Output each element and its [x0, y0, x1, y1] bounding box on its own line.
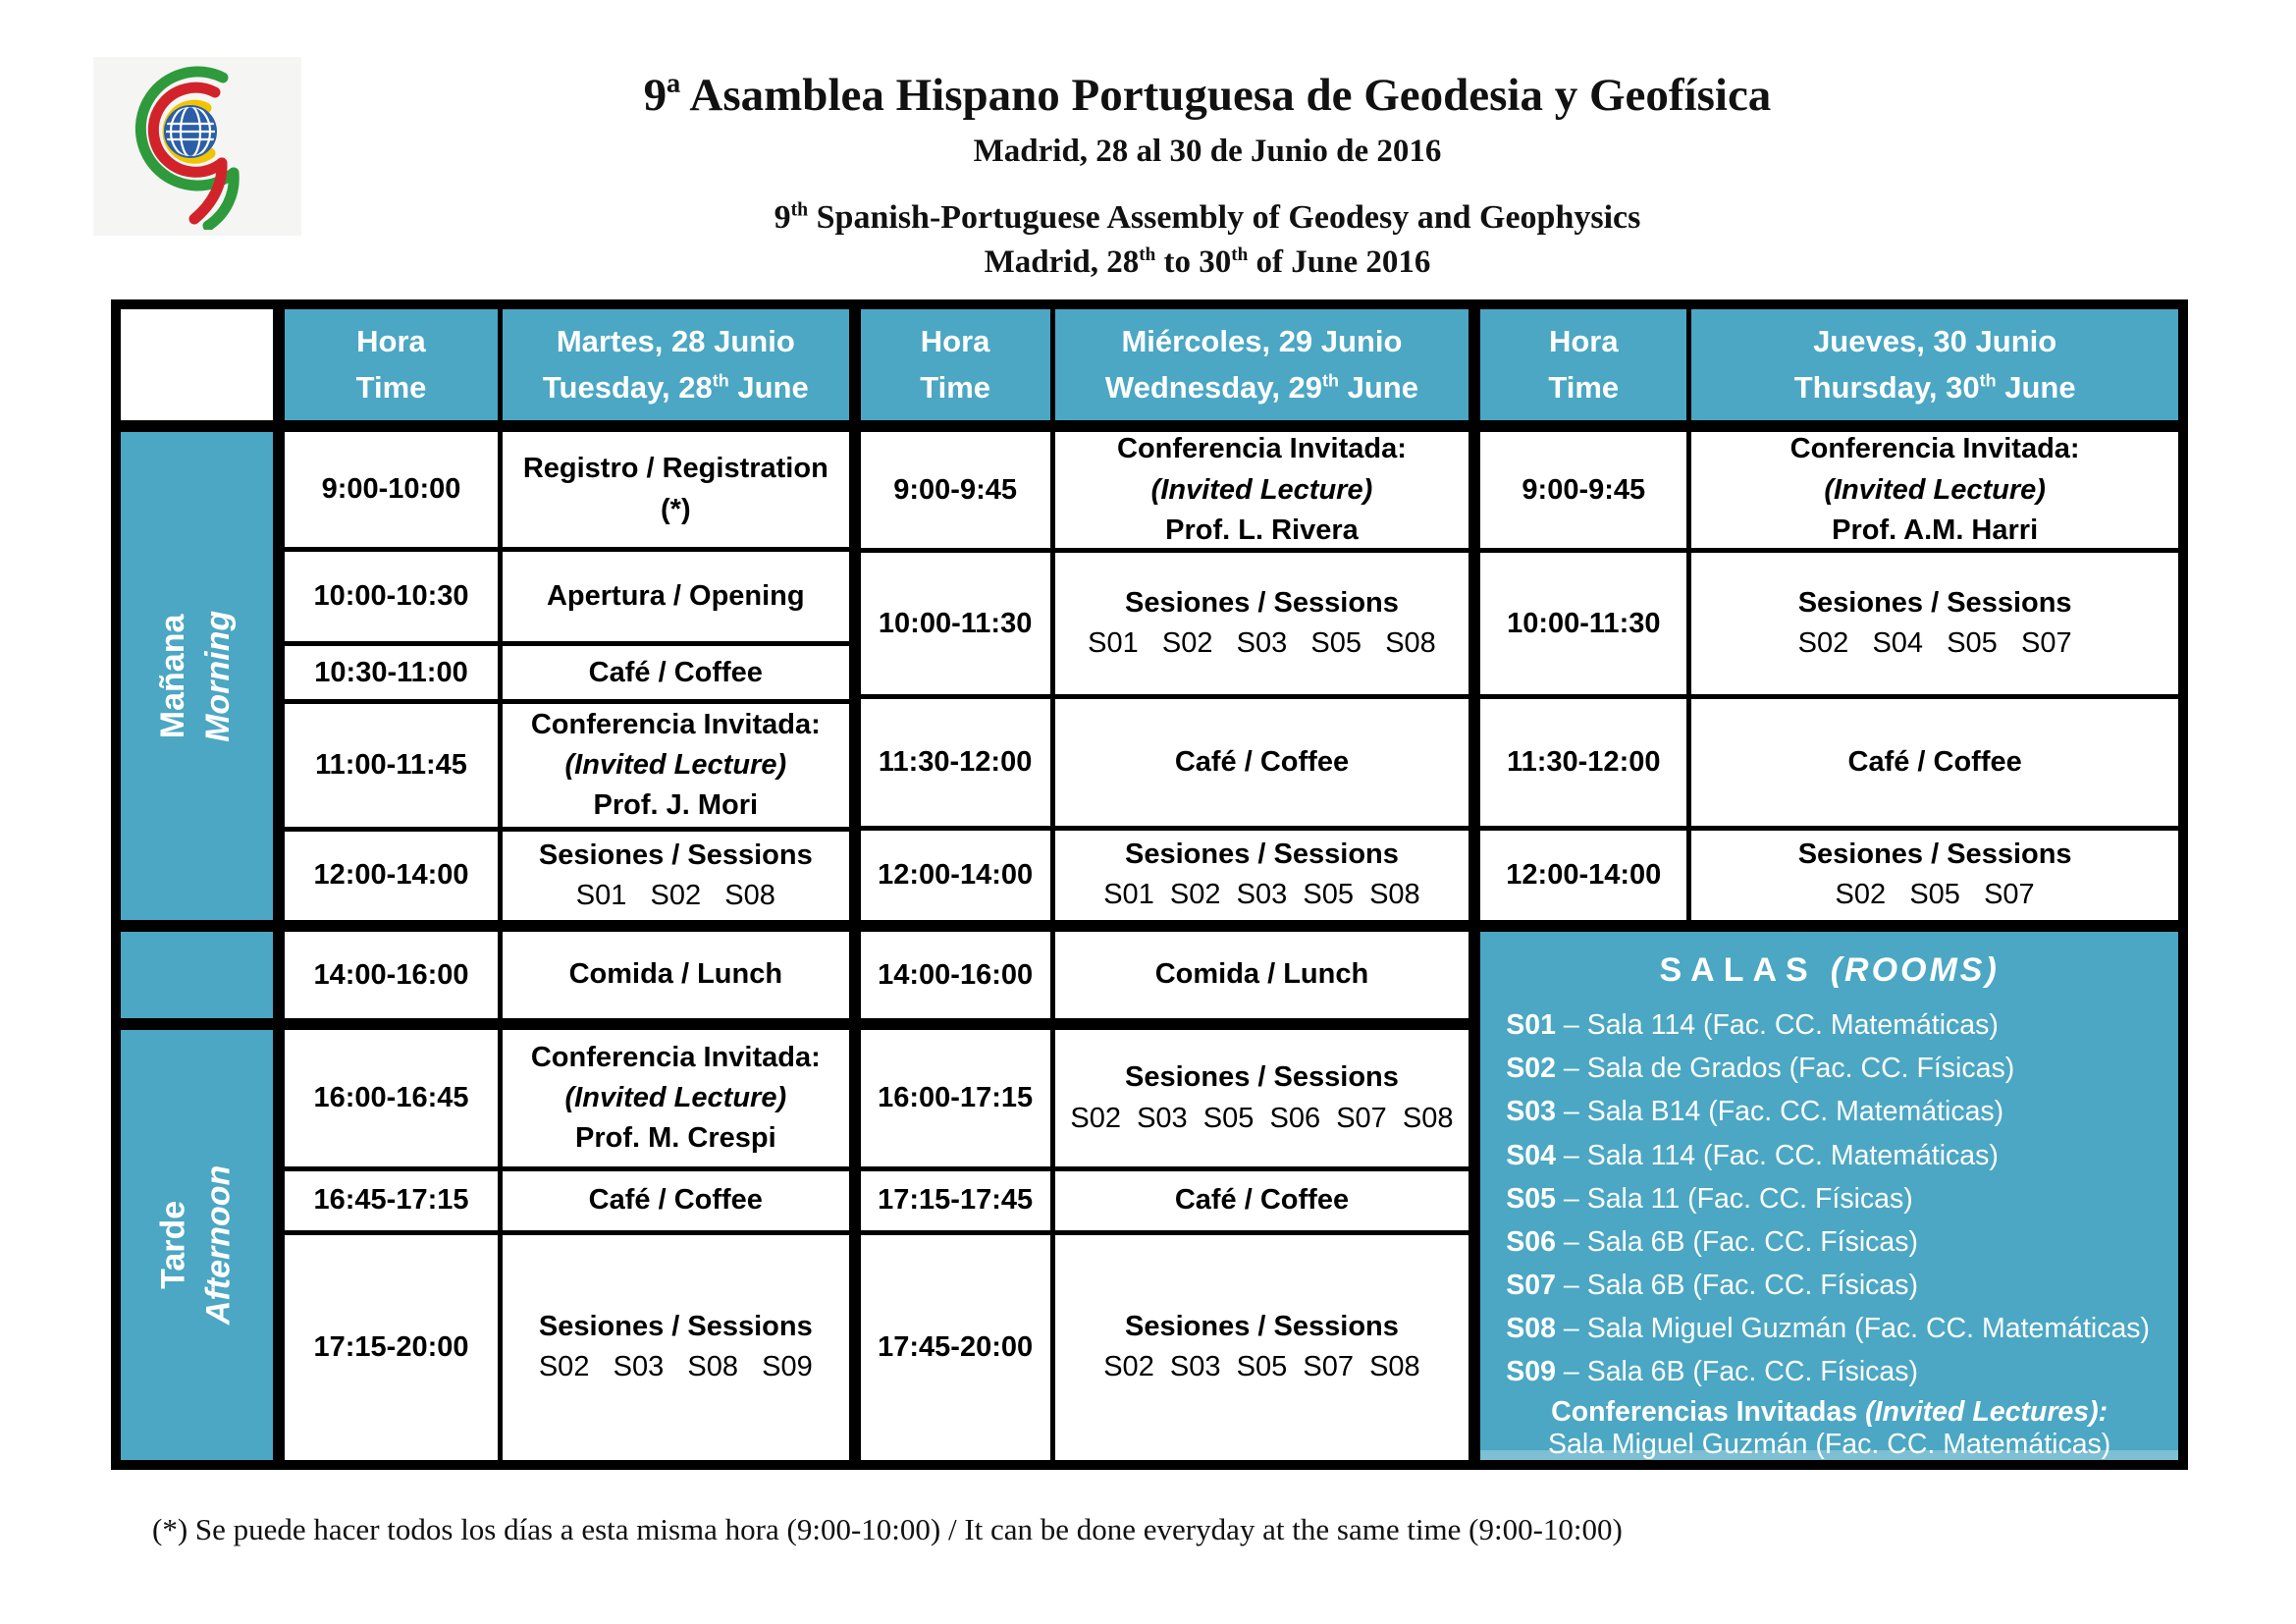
thursday-column-group — [1480, 309, 2178, 1460]
room-list-item: S03 – Sala B14 (Fac. CC. Matemáticas) — [1506, 1096, 2004, 1128]
time-cell: 9:00-9:45 — [1480, 432, 1686, 548]
rooms-panel — [1480, 932, 2178, 1460]
time-cell: 12:00-14:00 — [285, 832, 498, 920]
event-cell: Café / Coffee — [1055, 1171, 1469, 1230]
room-list-item: S01 – Sala 114 (Fac. CC. Matemáticas) — [1506, 1009, 1999, 1041]
table-row — [861, 1030, 1469, 1166]
event-cell: Café / Coffee — [503, 1171, 849, 1230]
wednesday-morning-section — [861, 432, 1469, 920]
hora-time-header: Hora Time — [285, 309, 498, 420]
event-cell: Conferencia Invitada: (Invited Lecture) Prof. J. Mori — [503, 704, 849, 827]
rooms-panel-title: SALAS (ROOMS) — [1659, 951, 2000, 989]
title-english-num: 9 — [774, 199, 791, 236]
time-cell: 11:00-11:45 — [285, 704, 498, 827]
time-cell: 10:30-11:00 — [285, 646, 498, 699]
schedule-table — [111, 299, 2188, 1470]
invited-lectures-room-value: Sala Miguel Guzmán (Fac. CC. Matemáticas) — [1547, 1428, 2111, 1460]
time-cell: 14:00-16:00 — [285, 932, 498, 1018]
room-list-item: S07 – Sala 6B (Fac. CC. Físicas) — [1506, 1270, 1919, 1302]
event-cell: Sesiones / Sessions S02 S03 S05 S07 S08 — [1055, 1235, 1469, 1460]
thursday-day-header: Jueves, 30 Junio Thursday, 30th June — [1691, 309, 2178, 420]
event-cell: Conferencia Invitada: (Invited Lecture) Prof. L. Rivera — [1055, 432, 1469, 548]
afternoon-label-cell — [121, 1030, 273, 1460]
afternoon-label: Tarde Afternoon — [154, 1164, 238, 1326]
event-cell: Registro / Registration (*) — [503, 432, 849, 547]
event-cell: Sesiones / Sessions S01 S02 S03 S05 S08 — [1055, 831, 1469, 920]
room-list-item: S02 – Sala de Grados (Fac. CC. Físicas) — [1506, 1053, 2015, 1085]
table-row — [861, 553, 1469, 694]
wednesday-day-header: Miércoles, 29 Junio Wednesday, 29th June — [1055, 309, 1469, 420]
room-list-item: S09 – Sala 6B (Fac. CC. Físicas) — [1506, 1356, 1919, 1388]
event-cell: Sesiones / Sessions S02 S05 S07 — [1691, 831, 2178, 920]
lunch-sidebar-blank-cell — [121, 932, 273, 1018]
title-english — [167, 199, 2248, 237]
table-row — [285, 932, 849, 1018]
tuesday-afternoon-section — [285, 1030, 849, 1460]
event-cell: Café / Coffee — [503, 646, 849, 699]
time-cell: 9:00-9:45 — [861, 432, 1050, 548]
table-row — [861, 432, 1469, 548]
room-list-item: S04 – Sala 114 (Fac. CC. Matemáticas) — [1506, 1139, 1999, 1171]
subtitle-english: Madrid, 28th to 30th of June 2016 — [984, 244, 1431, 280]
table-row — [1480, 831, 2178, 920]
table-row — [1480, 553, 2178, 694]
morning-label-cell — [121, 432, 273, 920]
event-cell: Sesiones / Sessions S02 S03 S08 S09 — [503, 1235, 849, 1460]
event-cell: Sesiones / Sessions S02 S04 S05 S07 — [1691, 553, 2178, 694]
time-cell: 17:45-20:00 — [861, 1235, 1050, 1460]
thursday-header-row — [1480, 309, 2178, 420]
time-cell: 17:15-20:00 — [285, 1235, 498, 1460]
tuesday-morning-section — [285, 432, 849, 920]
title-spanish: 9ª Asamblea Hispano Portuguesa de Geodesia y Geofísica — [643, 70, 1772, 121]
tuesday-lunch-section — [285, 932, 849, 1018]
table-row — [1480, 699, 2178, 826]
table-row — [285, 1235, 849, 1460]
wednesday-lunch-section — [861, 932, 1469, 1018]
room-list-item: S05 – Sala 11 (Fac. CC. Físicas) — [1506, 1182, 1913, 1215]
time-cell: 16:00-17:15 — [861, 1030, 1050, 1166]
tuesday-column-group — [285, 309, 849, 1460]
room-list-item: S08 – Sala Miguel Guzmán (Fac. CC. Matemáticas) — [1506, 1313, 2151, 1345]
time-cell: 10:00-11:30 — [1480, 553, 1686, 694]
event-cell: Apertura / Opening — [503, 552, 849, 641]
table-row — [861, 1171, 1469, 1230]
time-cell: 16:00-16:45 — [285, 1030, 498, 1166]
event-cell: Conferencia Invitada: (Invited Lecture) Prof. A.M. Harri — [1691, 432, 2178, 548]
event-cell: Café / Coffee — [1055, 699, 1469, 826]
document-header — [167, 69, 2248, 281]
title-english-sup: th — [790, 198, 809, 221]
tuesday-day-header: Martes, 28 Junio Tuesday, 28th June — [503, 309, 849, 420]
table-row — [861, 932, 1469, 1018]
title-english-rest: Spanish-Portuguese Assembly of Geodesy and Geophysics — [808, 199, 1641, 236]
wednesday-afternoon-section — [861, 1030, 1469, 1460]
time-cell: 17:15-17:45 — [861, 1171, 1050, 1230]
time-cell: 12:00-14:00 — [1480, 831, 1686, 920]
hora-time-header: Hora Time — [1480, 309, 1686, 420]
hora-time-header: Hora Time — [861, 309, 1050, 420]
wednesday-column-group — [861, 309, 1469, 1460]
wednesday-header-row — [861, 309, 1469, 420]
thursday-morning-section — [1480, 432, 2178, 920]
table-row — [285, 704, 849, 827]
time-cell: 12:00-14:00 — [861, 831, 1050, 920]
event-cell: Comida / Lunch — [503, 932, 849, 1018]
table-row — [285, 1171, 849, 1230]
event-cell: Sesiones / Sessions S01 S02 S08 — [503, 832, 849, 920]
event-cell: Comida / Lunch — [1055, 932, 1469, 1018]
table-row — [861, 699, 1469, 826]
subtitle-spanish: Madrid, 28 al 30 de Junio de 2016 — [973, 134, 1442, 169]
morning-label: Mañana Morning — [154, 610, 238, 742]
registration-footnote: (*) Se puede hacer todos los días a esta misma hora (9:00-10:00) / It can be done everyday at the same time (9:00-10:00) — [152, 1512, 1623, 1546]
time-cell: 10:00-10:30 — [285, 552, 498, 641]
table-row — [285, 832, 849, 920]
table-row — [861, 831, 1469, 920]
time-cell: 11:30-12:00 — [861, 699, 1050, 826]
sidebar-header-blank-cell — [121, 309, 273, 420]
time-cell: 14:00-16:00 — [861, 932, 1050, 1018]
table-row — [285, 646, 849, 699]
time-cell: 11:30-12:00 — [1480, 699, 1686, 826]
table-row — [285, 1030, 849, 1166]
time-cell: 10:00-11:30 — [861, 553, 1050, 694]
tuesday-header-row — [285, 309, 849, 420]
time-cell: 9:00-10:00 — [285, 432, 498, 547]
table-row — [1480, 432, 2178, 548]
event-cell: Café / Coffee — [1691, 699, 2178, 826]
period-sidebar — [121, 309, 273, 1460]
event-cell: Conferencia Invitada: (Invited Lecture) Prof. M. Crespi — [503, 1030, 849, 1166]
table-row — [861, 1235, 1469, 1460]
table-row — [285, 552, 849, 641]
invited-lectures-room-label: Conferencias Invitadas (Invited Lectures): — [1551, 1395, 2109, 1428]
event-cell: Sesiones / Sessions S01 S02 S03 S05 S08 — [1055, 553, 1469, 694]
event-cell: Sesiones / Sessions S02 S03 S05 S06 S07 S08 — [1055, 1030, 1469, 1166]
room-list-item: S06 – Sala 6B (Fac. CC. Físicas) — [1506, 1225, 1919, 1258]
time-cell: 16:45-17:15 — [285, 1171, 498, 1230]
table-row — [285, 432, 849, 547]
